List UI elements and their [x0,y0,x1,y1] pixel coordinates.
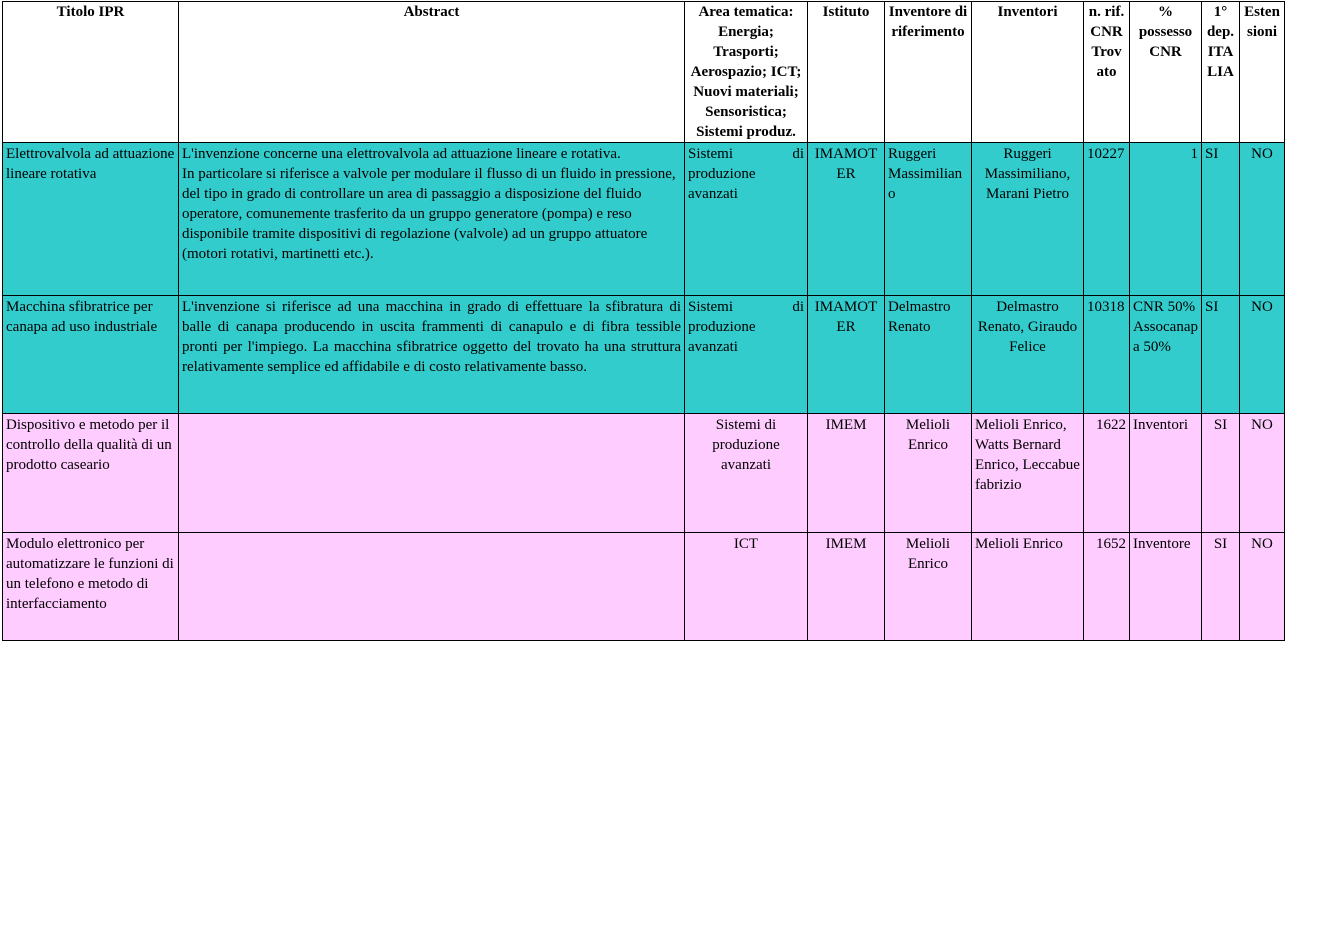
header-area: Area tematica: Energia; Trasporti; Aerospazio; ICT; Nuovi materiali; Sensoristica; Sistemi produz. [685,2,808,143]
cell-estensioni: NO [1240,414,1285,533]
cell-deposito-italia: SI [1202,296,1240,414]
cell-titolo: Modulo elettronico per automatizzare le funzioni di un telefono e metodo di interfacciamento [3,533,179,641]
cell-titolo: Elettrovalvola ad attuazione lineare rotativa [3,143,179,296]
header-abstract: Abstract [179,2,685,143]
cell-possesso: Inventori [1130,414,1202,533]
cell-deposito-italia: SI [1202,414,1240,533]
cell-possesso: 1 [1130,143,1202,296]
cell-area: ICT [685,533,808,641]
cell-titolo: Macchina sfibratrice per canapa ad uso industriale [3,296,179,414]
cell-n-rif: 1622 [1084,414,1130,533]
abstract-line: In particolare si riferisce a valvole per modulare il flusso di un fluido in pressione, del tipo in grado di controllare un area di passaggio a disposizione del fluido operatore, comunemente trasferito da un gruppo generatore (pompa) e reso disponibile tramite dispositivi di regolazione (valvole) ad un gruppo attuatore (motori rotativi, martinetti etc.). [182,166,676,262]
cell-inventore-rif: Melioli Enrico [885,533,972,641]
cell-inventore-rif: Delmastro Renato [885,296,972,414]
cell-estensioni: NO [1240,533,1285,641]
header-deposito-italia: 1° dep. ITA LIA [1202,2,1240,143]
cell-inventori: Ruggeri Massimiliano, Marani Pietro [972,143,1084,296]
cell-inventori: Melioli Enrico [972,533,1084,641]
table-row [3,143,1285,296]
cell-area: Sistemi di produzione avanzati [685,414,808,533]
cell-deposito-italia: SI [1202,533,1240,641]
cell-estensioni: NO [1240,143,1285,296]
header-inventori: Inventori [972,2,1084,143]
abstract-line: L'invenzione concerne una elettrovalvola ad attuazione lineare e rotativa. [182,146,621,162]
header-row [3,2,1285,143]
cell-titolo: Dispositivo e metodo per il controllo della qualità di un prodotto caseario [3,414,179,533]
ipr-table [2,1,1285,641]
cell-abstract: L'invenzione si riferisce ad una macchina in grado di effettuare la sfibratura di balle di canapa producendo in uscita frammenti di canapulo e di fibra tessible pronti per l'impiego. La macchina sfibratrice oggetto del trovato ha una struttura relativamente semplice ed affidabile e di costo relativamente basso. [179,296,685,414]
cell-possesso: Inventore [1130,533,1202,641]
cell-inventori: Delmastro Renato, Giraudo Felice [972,296,1084,414]
header-possesso: % possesso CNR [1130,2,1202,143]
header-estensioni: Esten sioni [1240,2,1285,143]
cell-abstract [179,143,685,296]
cell-abstract [179,414,685,533]
header-inventore-rif: Inventore di riferimento [885,2,972,143]
cell-inventore-rif: Melioli Enrico [885,414,972,533]
cell-istituto: IMEM [808,533,885,641]
cell-area: Sistemi di produzione avanzati [685,143,808,296]
cell-possesso: CNR 50% Assocanapa 50% [1130,296,1202,414]
cell-istituto: IMEM [808,414,885,533]
table-row [3,533,1285,641]
cell-estensioni: NO [1240,296,1285,414]
table-row [3,296,1285,414]
cell-area: Sistemi di produzione avanzati [685,296,808,414]
cell-abstract [179,533,685,641]
cell-inventore-rif: Ruggeri Massimiliano [885,143,972,296]
header-n-rif: n. rif. CNR Trov ato [1084,2,1130,143]
cell-n-rif: 10227 [1084,143,1130,296]
cell-n-rif: 1652 [1084,533,1130,641]
table-row [3,414,1285,533]
cell-inventori: Melioli Enrico, Watts Bernard Enrico, Leccabue fabrizio [972,414,1084,533]
cell-n-rif: 10318 [1084,296,1130,414]
cell-deposito-italia: SI [1202,143,1240,296]
cell-istituto: IMAMOTER [808,143,885,296]
header-istituto: Istituto [808,2,885,143]
header-titolo: Titolo IPR [3,2,179,143]
cell-istituto: IMAMOTER [808,296,885,414]
